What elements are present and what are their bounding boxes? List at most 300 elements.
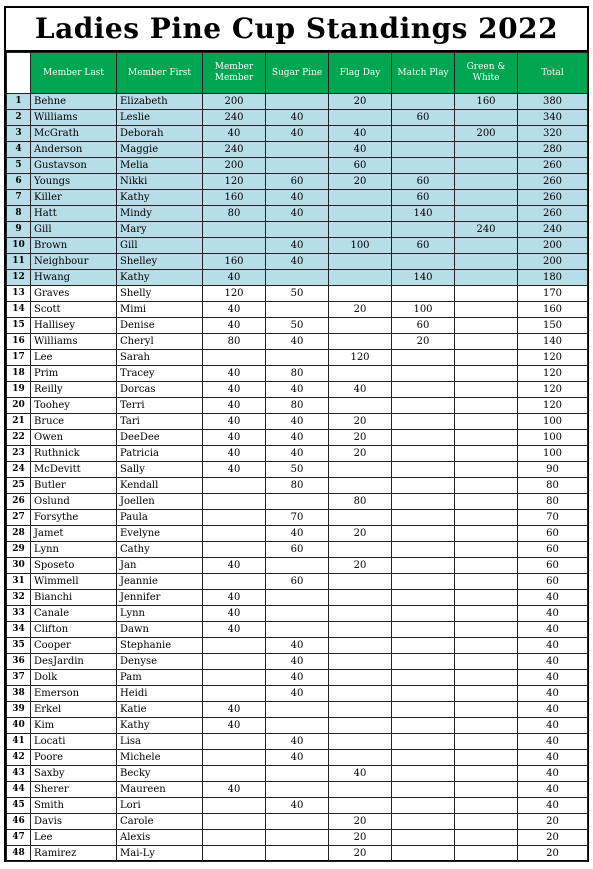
match-play-cell: [392, 686, 455, 702]
sugar-pine-cell: 40: [266, 414, 329, 430]
member-member-cell: 40: [203, 446, 266, 462]
member-member-cell: 40: [203, 302, 266, 318]
last-name-cell: Forsythe: [31, 510, 117, 526]
green-white-cell: [455, 318, 518, 334]
green-white-cell: [455, 398, 518, 414]
sugar-pine-cell: [266, 702, 329, 718]
total-cell: 120: [518, 382, 588, 398]
flag-day-cell: [329, 398, 392, 414]
rank-cell: 46: [7, 814, 31, 830]
member-member-cell: 40: [203, 718, 266, 734]
rank-cell: 32: [7, 590, 31, 606]
total-cell: 40: [518, 590, 588, 606]
last-name-cell: Hallisey: [31, 318, 117, 334]
last-name-cell: Wimmell: [31, 574, 117, 590]
total-cell: 80: [518, 494, 588, 510]
last-name-cell: Neighbour: [31, 254, 117, 270]
table-row: [7, 158, 588, 174]
green-white-cell: [455, 462, 518, 478]
rank-cell: 29: [7, 542, 31, 558]
match-play-cell: 60: [392, 110, 455, 126]
match-play-cell: [392, 798, 455, 814]
total-cell: 260: [518, 190, 588, 206]
table-row: [7, 814, 588, 830]
match-play-cell: [392, 830, 455, 846]
header-member-last: Member Last: [31, 53, 117, 94]
match-play-cell: [392, 158, 455, 174]
table-row: [7, 494, 588, 510]
first-name-cell: Katie: [117, 702, 203, 718]
flag-day-cell: 20: [329, 830, 392, 846]
table-row: [7, 174, 588, 190]
rank-cell: 42: [7, 750, 31, 766]
rank-cell: 1: [7, 94, 31, 110]
rank-cell: 30: [7, 558, 31, 574]
green-white-cell: [455, 302, 518, 318]
total-cell: 40: [518, 734, 588, 750]
sugar-pine-cell: [266, 622, 329, 638]
match-play-cell: [392, 654, 455, 670]
flag-day-cell: [329, 222, 392, 238]
rank-cell: 16: [7, 334, 31, 350]
green-white-cell: [455, 622, 518, 638]
flag-day-cell: 20: [329, 446, 392, 462]
rank-cell: 44: [7, 782, 31, 798]
table-row: [7, 526, 588, 542]
member-member-cell: 40: [203, 398, 266, 414]
total-cell: 170: [518, 286, 588, 302]
member-member-cell: [203, 222, 266, 238]
rank-cell: 47: [7, 830, 31, 846]
sugar-pine-cell: [266, 830, 329, 846]
first-name-cell: Kendall: [117, 478, 203, 494]
flag-day-cell: 20: [329, 558, 392, 574]
flag-day-cell: [329, 702, 392, 718]
member-member-cell: 40: [203, 590, 266, 606]
flag-day-cell: 20: [329, 526, 392, 542]
flag-day-cell: [329, 366, 392, 382]
green-white-cell: [455, 814, 518, 830]
total-cell: 150: [518, 318, 588, 334]
total-cell: 60: [518, 574, 588, 590]
rank-cell: 26: [7, 494, 31, 510]
total-cell: 60: [518, 542, 588, 558]
match-play-cell: [392, 590, 455, 606]
match-play-cell: [392, 494, 455, 510]
rank-cell: 18: [7, 366, 31, 382]
first-name-cell: DeeDee: [117, 430, 203, 446]
match-play-cell: [392, 526, 455, 542]
table-row: [7, 206, 588, 222]
sugar-pine-cell: 40: [266, 670, 329, 686]
flag-day-cell: [329, 750, 392, 766]
first-name-cell: Mindy: [117, 206, 203, 222]
last-name-cell: McGrath: [31, 126, 117, 142]
sugar-pine-cell: [266, 222, 329, 238]
first-name-cell: Elizabeth: [117, 94, 203, 110]
rank-cell: 6: [7, 174, 31, 190]
last-name-cell: Ramirez: [31, 846, 117, 862]
member-member-cell: 240: [203, 142, 266, 158]
first-name-cell: Mai-Ly: [117, 846, 203, 862]
rank-cell: 27: [7, 510, 31, 526]
rank-cell: 4: [7, 142, 31, 158]
member-member-cell: 40: [203, 414, 266, 430]
first-name-cell: Denyse: [117, 654, 203, 670]
member-member-cell: 80: [203, 206, 266, 222]
total-cell: 260: [518, 158, 588, 174]
sugar-pine-cell: [266, 814, 329, 830]
sugar-pine-cell: [266, 270, 329, 286]
flag-day-cell: 20: [329, 430, 392, 446]
match-play-cell: [392, 750, 455, 766]
table-row: [7, 110, 588, 126]
sugar-pine-cell: [266, 606, 329, 622]
sugar-pine-cell: 60: [266, 174, 329, 190]
flag-day-cell: [329, 478, 392, 494]
flag-day-cell: [329, 654, 392, 670]
first-name-cell: Jan: [117, 558, 203, 574]
match-play-cell: [392, 814, 455, 830]
member-member-cell: [203, 638, 266, 654]
sugar-pine-cell: 40: [266, 110, 329, 126]
green-white-cell: [455, 286, 518, 302]
table-row: [7, 334, 588, 350]
first-name-cell: Terri: [117, 398, 203, 414]
rank-cell: 43: [7, 766, 31, 782]
first-name-cell: Dawn: [117, 622, 203, 638]
flag-day-cell: [329, 334, 392, 350]
first-name-cell: Mimi: [117, 302, 203, 318]
sugar-pine-cell: [266, 302, 329, 318]
match-play-cell: [392, 398, 455, 414]
sugar-pine-cell: [266, 94, 329, 110]
flag-day-cell: 20: [329, 94, 392, 110]
member-member-cell: [203, 750, 266, 766]
table-row: [7, 382, 588, 398]
last-name-cell: Butler: [31, 478, 117, 494]
match-play-cell: 60: [392, 318, 455, 334]
match-play-cell: [392, 94, 455, 110]
table-row: [7, 462, 588, 478]
rank-cell: 39: [7, 702, 31, 718]
table-row: [7, 782, 588, 798]
green-white-cell: [455, 254, 518, 270]
green-white-cell: [455, 670, 518, 686]
sugar-pine-cell: [266, 558, 329, 574]
match-play-cell: [392, 286, 455, 302]
sugar-pine-cell: [266, 718, 329, 734]
sugar-pine-cell: 60: [266, 574, 329, 590]
sugar-pine-cell: [266, 590, 329, 606]
rank-cell: 21: [7, 414, 31, 430]
green-white-cell: [455, 142, 518, 158]
green-white-cell: 240: [455, 222, 518, 238]
flag-day-cell: 60: [329, 158, 392, 174]
match-play-cell: [392, 430, 455, 446]
member-member-cell: 40: [203, 558, 266, 574]
last-name-cell: Kim: [31, 718, 117, 734]
member-member-cell: 120: [203, 286, 266, 302]
total-cell: 240: [518, 222, 588, 238]
total-cell: 60: [518, 558, 588, 574]
match-play-cell: [392, 670, 455, 686]
header-flag-day: Flag Day: [329, 53, 392, 94]
flag-day-cell: 80: [329, 494, 392, 510]
table-row: [7, 638, 588, 654]
sugar-pine-cell: 70: [266, 510, 329, 526]
rank-cell: 33: [7, 606, 31, 622]
match-play-cell: [392, 382, 455, 398]
first-name-cell: Gill: [117, 238, 203, 254]
table-row: [7, 734, 588, 750]
rank-cell: 3: [7, 126, 31, 142]
flag-day-cell: 40: [329, 766, 392, 782]
first-name-cell: Maureen: [117, 782, 203, 798]
sugar-pine-cell: 40: [266, 446, 329, 462]
rank-cell: 5: [7, 158, 31, 174]
table-row: [7, 398, 588, 414]
rank-cell: 25: [7, 478, 31, 494]
rank-cell: 38: [7, 686, 31, 702]
last-name-cell: Scott: [31, 302, 117, 318]
match-play-cell: [392, 622, 455, 638]
member-member-cell: 40: [203, 270, 266, 286]
sugar-pine-cell: 80: [266, 478, 329, 494]
sugar-pine-cell: 40: [266, 382, 329, 398]
green-white-cell: [455, 158, 518, 174]
last-name-cell: Williams: [31, 110, 117, 126]
match-play-cell: [392, 462, 455, 478]
rank-cell: 17: [7, 350, 31, 366]
total-cell: 60: [518, 526, 588, 542]
last-name-cell: DesJardin: [31, 654, 117, 670]
sugar-pine-cell: 80: [266, 366, 329, 382]
flag-day-cell: [329, 318, 392, 334]
flag-day-cell: 20: [329, 814, 392, 830]
green-white-cell: [455, 350, 518, 366]
total-cell: 40: [518, 718, 588, 734]
table-row: [7, 414, 588, 430]
flag-day-cell: [329, 254, 392, 270]
rank-cell: 19: [7, 382, 31, 398]
match-play-cell: [392, 222, 455, 238]
total-cell: 200: [518, 254, 588, 270]
green-white-cell: [455, 766, 518, 782]
flag-day-cell: 40: [329, 382, 392, 398]
match-play-cell: [392, 558, 455, 574]
last-name-cell: Davis: [31, 814, 117, 830]
last-name-cell: Anderson: [31, 142, 117, 158]
total-cell: 160: [518, 302, 588, 318]
table-row: [7, 574, 588, 590]
member-member-cell: 80: [203, 334, 266, 350]
member-member-cell: 40: [203, 702, 266, 718]
match-play-cell: 140: [392, 206, 455, 222]
member-member-cell: [203, 670, 266, 686]
green-white-cell: [455, 190, 518, 206]
first-name-cell: Pam: [117, 670, 203, 686]
rank-cell: 22: [7, 430, 31, 446]
member-member-cell: [203, 734, 266, 750]
last-name-cell: Sherer: [31, 782, 117, 798]
last-name-cell: Poore: [31, 750, 117, 766]
last-name-cell: Bruce: [31, 414, 117, 430]
green-white-cell: 200: [455, 126, 518, 142]
last-name-cell: Oslund: [31, 494, 117, 510]
total-cell: 40: [518, 686, 588, 702]
flag-day-cell: 120: [329, 350, 392, 366]
sugar-pine-cell: 40: [266, 798, 329, 814]
match-play-cell: [392, 766, 455, 782]
table-row: [7, 686, 588, 702]
member-member-cell: 40: [203, 430, 266, 446]
member-member-cell: [203, 238, 266, 254]
sugar-pine-cell: 40: [266, 654, 329, 670]
rank-cell: 41: [7, 734, 31, 750]
green-white-cell: [455, 542, 518, 558]
member-member-cell: [203, 830, 266, 846]
last-name-cell: Gustavson: [31, 158, 117, 174]
first-name-cell: Alexis: [117, 830, 203, 846]
first-name-cell: Heidi: [117, 686, 203, 702]
table-row: [7, 222, 588, 238]
member-member-cell: [203, 686, 266, 702]
match-play-cell: [392, 126, 455, 142]
last-name-cell: Smith: [31, 798, 117, 814]
total-cell: 260: [518, 174, 588, 190]
rank-cell: 9: [7, 222, 31, 238]
flag-day-cell: [329, 574, 392, 590]
first-name-cell: Lori: [117, 798, 203, 814]
last-name-cell: Locati: [31, 734, 117, 750]
sugar-pine-cell: 50: [266, 318, 329, 334]
total-cell: 100: [518, 430, 588, 446]
sugar-pine-cell: 50: [266, 462, 329, 478]
total-cell: 40: [518, 798, 588, 814]
last-name-cell: Hwang: [31, 270, 117, 286]
sugar-pine-cell: [266, 494, 329, 510]
header-total: Total: [518, 53, 588, 94]
total-cell: 90: [518, 462, 588, 478]
table-row: [7, 670, 588, 686]
member-member-cell: 40: [203, 126, 266, 142]
table-row: [7, 302, 588, 318]
sugar-pine-cell: 40: [266, 430, 329, 446]
rank-cell: 31: [7, 574, 31, 590]
flag-day-cell: [329, 110, 392, 126]
green-white-cell: [455, 638, 518, 654]
total-cell: 20: [518, 814, 588, 830]
green-white-cell: [455, 798, 518, 814]
rank-cell: 11: [7, 254, 31, 270]
last-name-cell: Saxby: [31, 766, 117, 782]
table-row: [7, 558, 588, 574]
total-cell: 40: [518, 782, 588, 798]
member-member-cell: 40: [203, 366, 266, 382]
table-row: [7, 254, 588, 270]
table-row: [7, 142, 588, 158]
table-row: [7, 478, 588, 494]
match-play-cell: [392, 446, 455, 462]
first-name-cell: Kathy: [117, 190, 203, 206]
flag-day-cell: [329, 270, 392, 286]
flag-day-cell: [329, 606, 392, 622]
total-cell: 40: [518, 670, 588, 686]
flag-day-cell: [329, 286, 392, 302]
last-name-cell: Graves: [31, 286, 117, 302]
flag-day-cell: [329, 734, 392, 750]
total-cell: 40: [518, 638, 588, 654]
total-cell: 100: [518, 414, 588, 430]
rank-cell: 2: [7, 110, 31, 126]
header-rank: [7, 53, 31, 94]
table-row: [7, 190, 588, 206]
first-name-cell: Shelly: [117, 286, 203, 302]
sugar-pine-cell: 40: [266, 734, 329, 750]
first-name-cell: Mary: [117, 222, 203, 238]
flag-day-cell: 100: [329, 238, 392, 254]
first-name-cell: Paula: [117, 510, 203, 526]
last-name-cell: Prim: [31, 366, 117, 382]
rank-cell: 34: [7, 622, 31, 638]
total-cell: 280: [518, 142, 588, 158]
last-name-cell: Gill: [31, 222, 117, 238]
sugar-pine-cell: [266, 142, 329, 158]
member-member-cell: [203, 542, 266, 558]
last-name-cell: Killer: [31, 190, 117, 206]
last-name-cell: McDevitt: [31, 462, 117, 478]
member-member-cell: 200: [203, 158, 266, 174]
flag-day-cell: [329, 718, 392, 734]
sugar-pine-cell: 40: [266, 238, 329, 254]
rank-cell: 15: [7, 318, 31, 334]
first-name-cell: Denise: [117, 318, 203, 334]
sugar-pine-cell: [266, 782, 329, 798]
total-cell: 120: [518, 398, 588, 414]
page-title: Ladies Pine Cup Standings 2022: [6, 8, 587, 52]
green-white-cell: [455, 782, 518, 798]
green-white-cell: [455, 206, 518, 222]
flag-day-cell: [329, 670, 392, 686]
rank-cell: 10: [7, 238, 31, 254]
first-name-cell: Tari: [117, 414, 203, 430]
member-member-cell: 200: [203, 94, 266, 110]
last-name-cell: Reilly: [31, 382, 117, 398]
match-play-cell: [392, 366, 455, 382]
rank-cell: 7: [7, 190, 31, 206]
total-cell: 120: [518, 366, 588, 382]
sugar-pine-cell: 40: [266, 190, 329, 206]
flag-day-cell: [329, 462, 392, 478]
member-member-cell: [203, 574, 266, 590]
last-name-cell: Jamet: [31, 526, 117, 542]
member-member-cell: [203, 814, 266, 830]
header-member-first: Member First: [117, 53, 203, 94]
table-row: [7, 318, 588, 334]
first-name-cell: Evelyne: [117, 526, 203, 542]
member-member-cell: [203, 798, 266, 814]
table-row: [7, 702, 588, 718]
total-cell: 200: [518, 238, 588, 254]
match-play-cell: 140: [392, 270, 455, 286]
flag-day-cell: [329, 622, 392, 638]
flag-day-cell: [329, 782, 392, 798]
green-white-cell: [455, 430, 518, 446]
green-white-cell: [455, 366, 518, 382]
match-play-cell: [392, 638, 455, 654]
total-cell: 70: [518, 510, 588, 526]
